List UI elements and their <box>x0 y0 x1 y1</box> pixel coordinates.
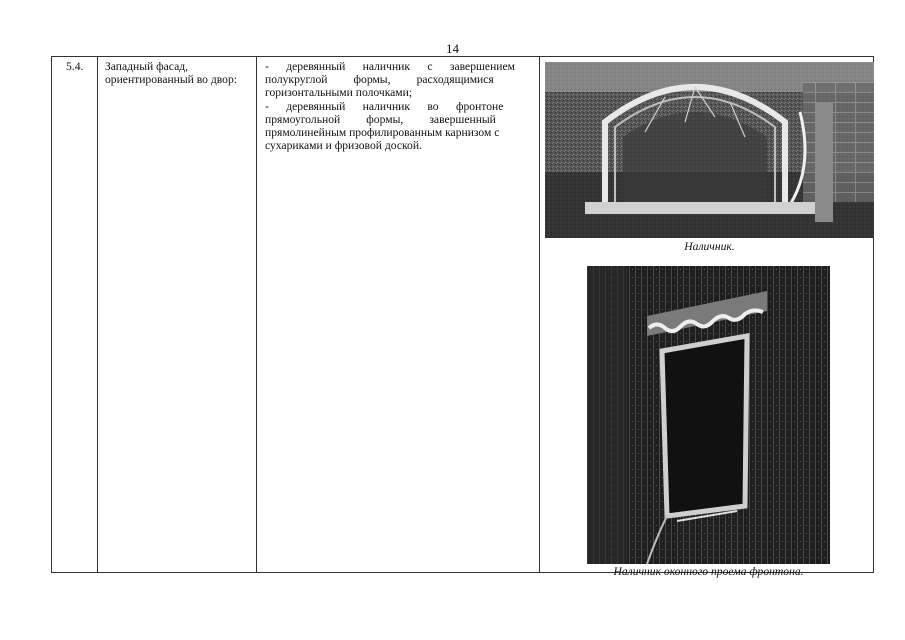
description-line: горизонтальными полочками; <box>265 86 413 100</box>
description-line: прямоугольной формы, завершенный <box>265 112 496 126</box>
description-line: прямолинейным профилированным карнизом с <box>265 126 500 140</box>
page-number: 14 <box>446 41 459 56</box>
column-divider <box>539 57 540 572</box>
gable-window-photo <box>587 266 830 564</box>
column-divider <box>256 57 257 572</box>
window-trim-photo <box>545 62 874 238</box>
description-line: - деревянный наличник с завершением <box>265 60 515 73</box>
column-divider <box>97 57 98 572</box>
document-table <box>51 56 874 578</box>
description-line: - деревянный наличник во фронтоне <box>265 99 504 113</box>
row-name: Западный фасад, ориентированный во двор: <box>105 60 237 87</box>
photo-caption: Наличник оконного проема фронтона. <box>613 565 804 578</box>
row-index: 5.4. <box>66 60 84 73</box>
description-line: сухариками и фризовой доской. <box>265 139 422 153</box>
row-description <box>265 60 536 152</box>
photo-caption: Наличник. <box>684 240 735 253</box>
description-line: полукруглой формы, расходящимися <box>265 73 494 87</box>
